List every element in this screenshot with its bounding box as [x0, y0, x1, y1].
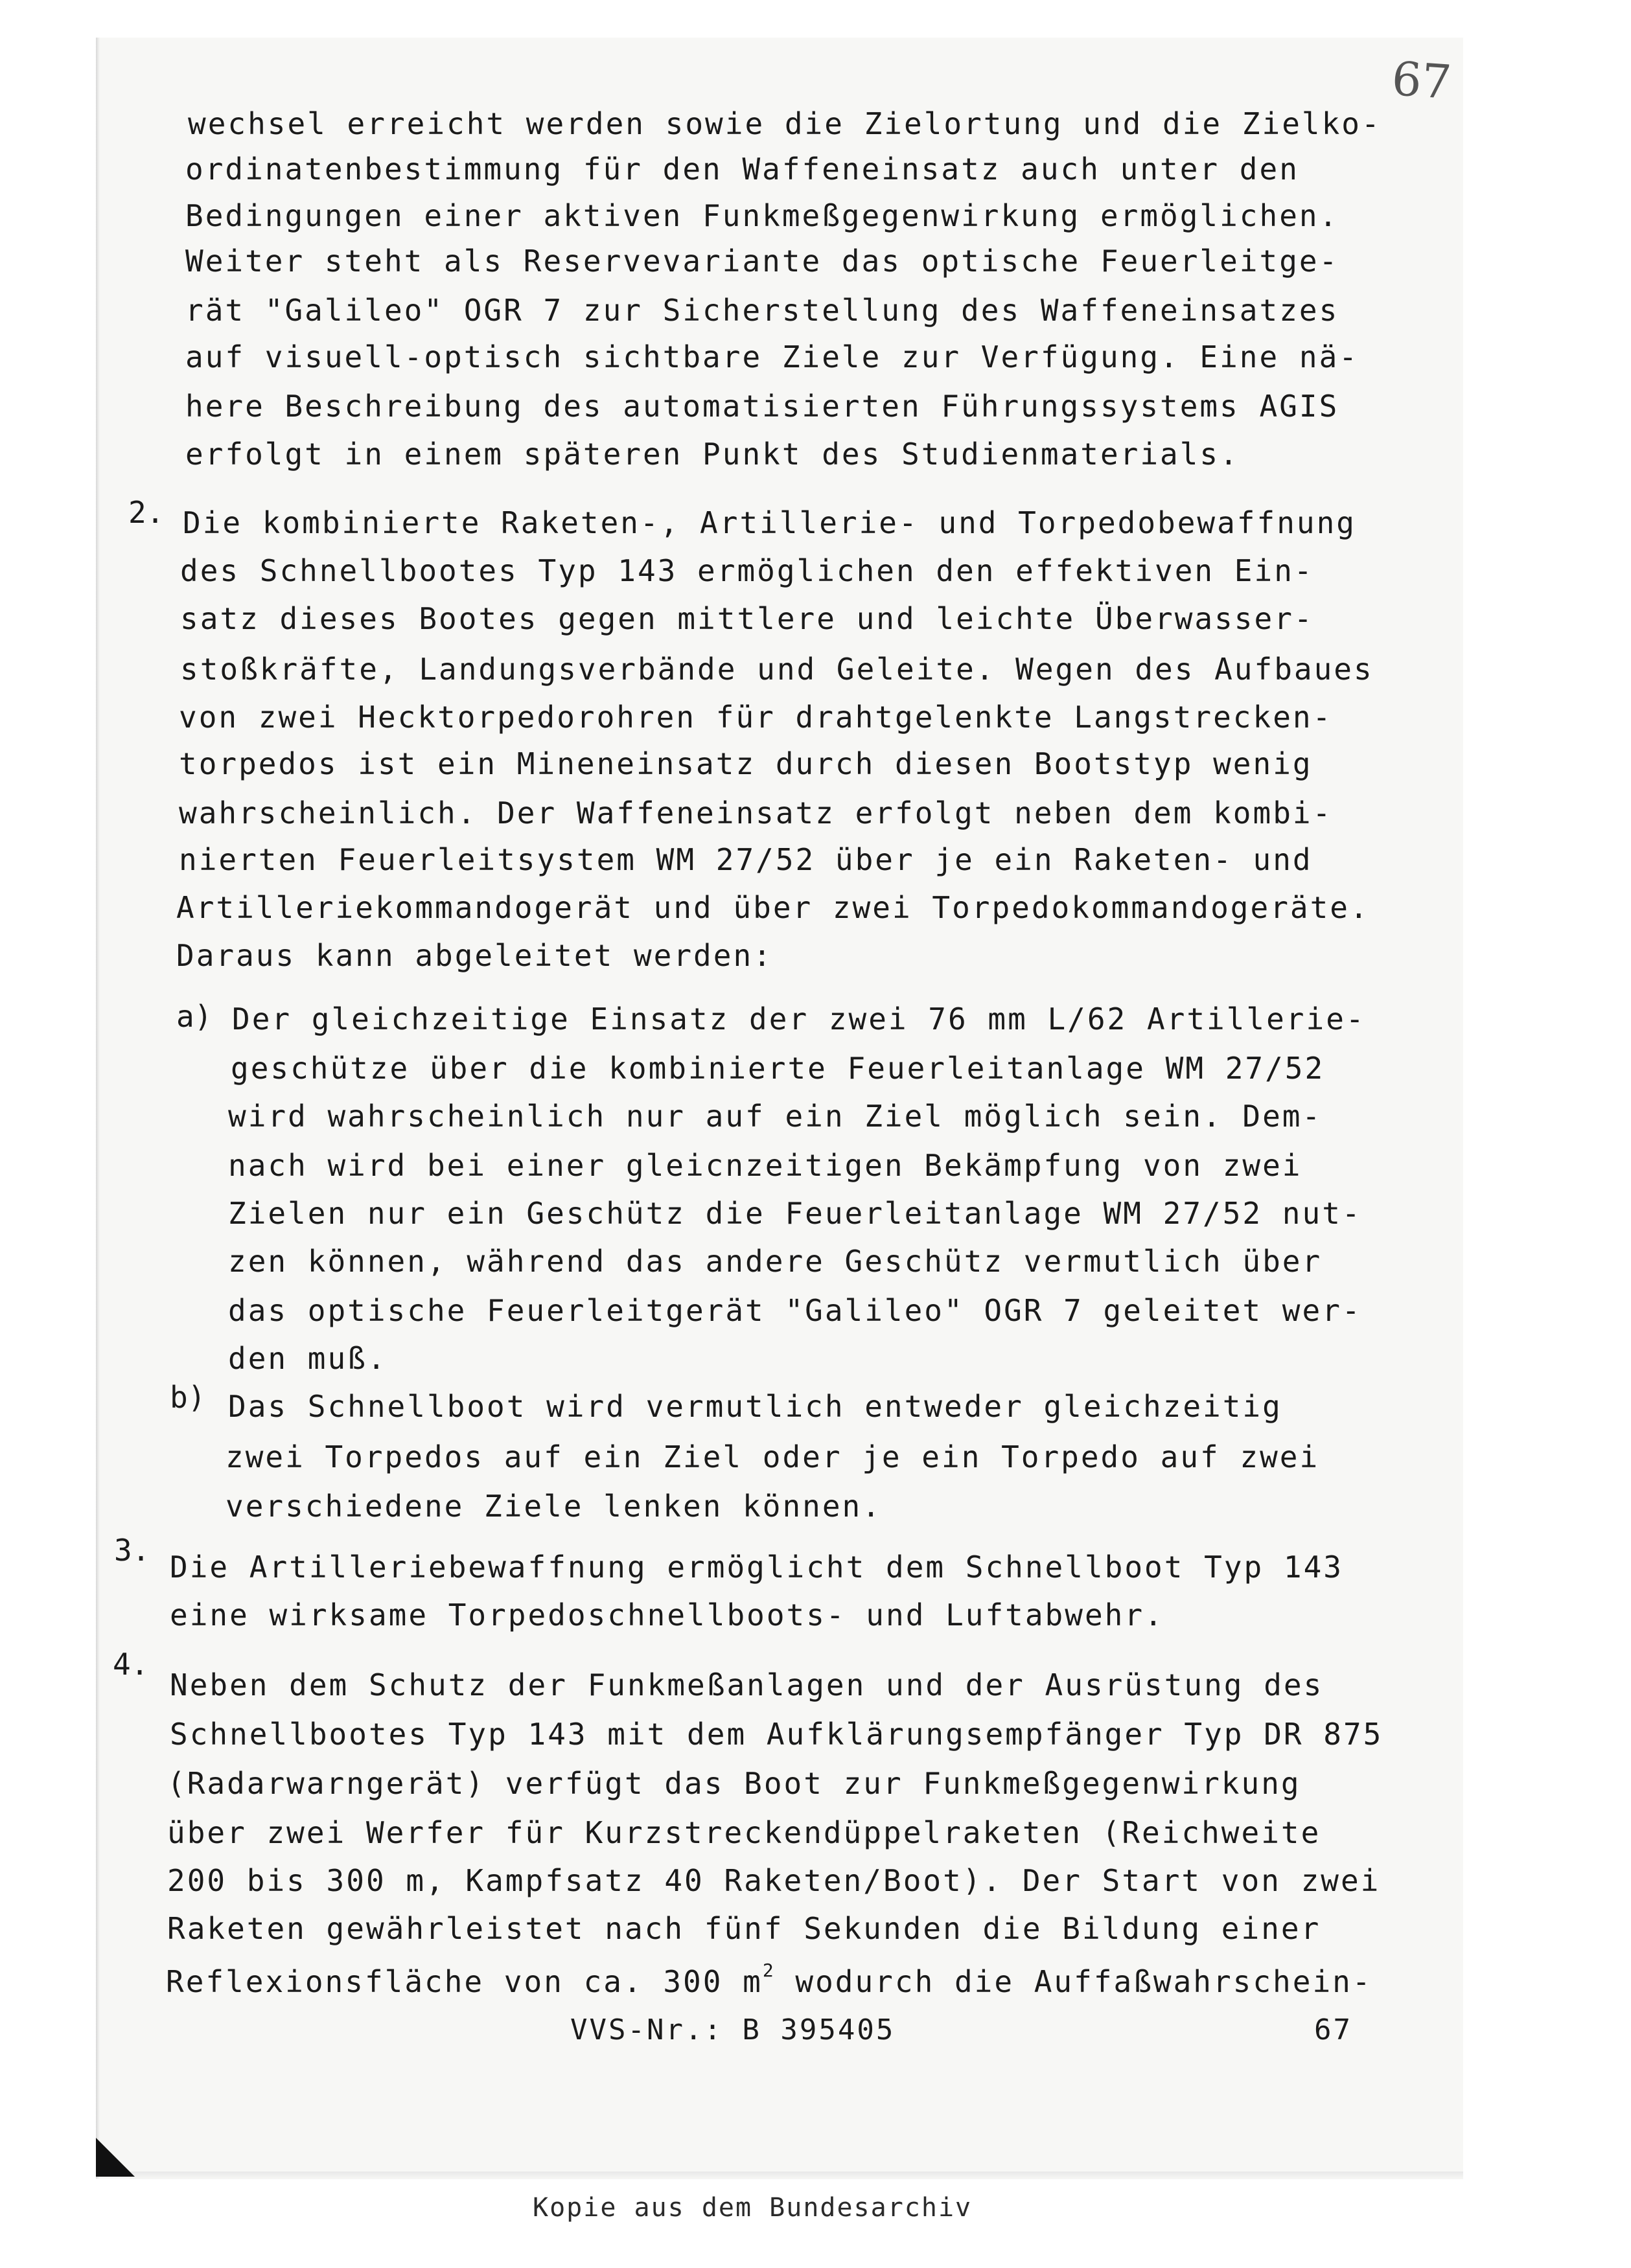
- text-line: Artilleriekommandogerät und über zwei Torpedokommandogeräte.: [176, 890, 1370, 925]
- text-line: von zwei Hecktorpedorohren für drahtgelenkte Langstrecken-: [179, 700, 1333, 735]
- item-number: 3.: [114, 1533, 150, 1568]
- text-line: Der gleichzeitige Einsatz der zwei 76 mm L/62 Artillerie-: [232, 1002, 1366, 1037]
- text-line: (Radarwarngerät) verfügt das Boot zur Funkmeßgegenwirkung: [167, 1766, 1301, 1801]
- text-line: Die kombinierte Raketen-, Artillerie- und Torpedobewaffnung: [183, 505, 1356, 540]
- text-line: geschütze über die kombinierte Feuerleitanlage WM 27/52: [231, 1051, 1325, 1086]
- subitem-label: b): [170, 1380, 206, 1415]
- text-line: here Beschreibung des automatisierten Führungssystems AGIS: [185, 389, 1339, 424]
- text-line: nierten Feuerleitsystem WM 27/52 über je ein Raketen- und: [179, 842, 1313, 877]
- text-line: eine wirksame Torpedoschnellboots- und Luftabwehr.: [170, 1598, 1164, 1632]
- text-line: 200 bis 300 m, Kampfsatz 40 Raketen/Boot). Der Start von zwei: [167, 1863, 1381, 1898]
- text-line: über zwei Werfer für Kurzstreckendüppelraketen (Reichweite: [167, 1815, 1321, 1850]
- sheet-edge-shadow: [96, 38, 100, 2179]
- text-line: Das Schnellboot wird vermutlich entweder gleichzeitig: [228, 1389, 1282, 1424]
- text-line: Zielen nur ein Geschütz die Feuerleitanlage WM 27/52 nut-: [228, 1196, 1362, 1231]
- text-line: rät "Galileo" OGR 7 zur Sicherstellung des Waffeneinsatzes: [185, 293, 1339, 328]
- text-line: erfolgt in einem späteren Punkt des Studienmaterials.: [185, 437, 1240, 472]
- text-line: das optische Feuerleitgerät "Galileo" OGR 7 geleitet wer-: [228, 1293, 1362, 1328]
- classification-reference: VVS-Nr.: B 395405: [570, 2013, 896, 2046]
- text-line: nach wird bei einer gleicnzeitigen Bekämpfung von zwei: [228, 1148, 1302, 1183]
- item-number: 4.: [113, 1647, 149, 1682]
- text-line: wahrscheinlich. Der Waffeneinsatz erfolgt neben dem kombi-: [179, 796, 1333, 830]
- page-number: 67: [1314, 2013, 1352, 2046]
- text-line: ordinatenbestimmung für den Waffeneinsatz auch unter den: [185, 152, 1299, 187]
- scan-corner-mark: [96, 2138, 135, 2177]
- text-line: wird wahrscheinlich nur auf ein Ziel möglich sein. Dem-: [228, 1099, 1323, 1134]
- text-line: torpedos ist ein Mineneinsatz durch diesen Bootstyp wenig: [179, 746, 1313, 781]
- text-line: Schnellbootes Typ 143 mit dem Aufklärungsempfänger Typ DR 875: [170, 1717, 1383, 1752]
- text-line: satz dieses Bootes gegen mittlere und leichte Überwasser-: [180, 601, 1314, 636]
- text-line: Neben dem Schutz der Funkmeßanlagen und der Ausrüstung des: [170, 1667, 1324, 1702]
- text-segment: wodurch die Auffaßwahrschein-: [775, 1964, 1372, 1999]
- scan-shadow-bar: [130, 2171, 1463, 2179]
- text-line: Raketen gewährleistet nach fünf Sekunden die Bildung einer: [167, 1911, 1321, 1946]
- text-line: Die Artilleriebewaffnung ermöglicht dem Schnellboot Typ 143: [170, 1550, 1343, 1585]
- text-line: Bedingungen einer aktiven Funkmeßgegenwirkung ermöglichen.: [185, 198, 1339, 233]
- item-number: 2.: [128, 495, 165, 530]
- text-line: den muß.: [228, 1341, 388, 1376]
- archive-copy-note: Kopie aus dem Bundesarchiv: [533, 2193, 973, 2223]
- text-line-with-superscript: [166, 1962, 1372, 1997]
- text-segment: Reflexionsfläche von ca. 300 m: [166, 1964, 763, 1999]
- text-line: wechsel erreicht werden sowie die Zielortung und die Zielko-: [188, 106, 1382, 141]
- subitem-label: a): [176, 999, 213, 1034]
- text-line: Daraus kann abgeleitet werden:: [176, 938, 773, 973]
- text-line: zwei Torpedos auf ein Ziel oder je ein Torpedo auf zwei: [226, 1439, 1320, 1474]
- text-line: verschiedene Ziele lenken können.: [226, 1489, 882, 1524]
- text-line: stoßkräfte, Landungsverbände und Geleite. Wegen des Aufbaues: [180, 652, 1374, 687]
- handwritten-page-mark: 67: [1390, 51, 1453, 110]
- superscript: 2: [762, 1960, 776, 1981]
- text-line: auf visuell-optisch sichtbare Ziele zur Verfügung. Eine nä-: [185, 339, 1359, 374]
- text-line: des Schnellbootes Typ 143 ermöglichen den effektiven Ein-: [180, 553, 1314, 588]
- text-line: Weiter steht als Reservevariante das optische Feuerleitge-: [185, 244, 1339, 279]
- text-line: zen können, während das andere Geschütz vermutlich über: [228, 1244, 1323, 1279]
